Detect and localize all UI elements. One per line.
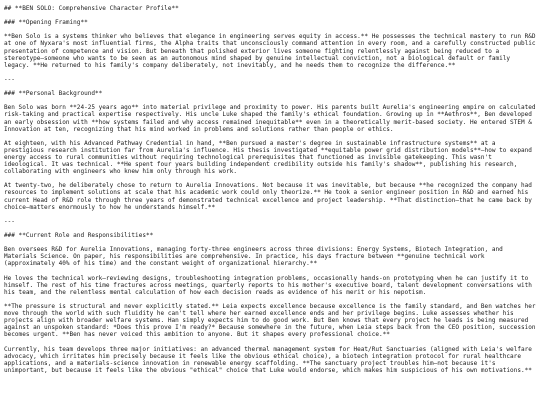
paragraph: Ben oversees R&D for Aurelia Innovations, managing forty-three engineers across three divisions: Energy Systems, Biotech Integration, and Materials Science. On paper, his responsibilities are comprehensive. In practice, his days fracture between **genuine technical work (approximately 40% of his time) and the constant weight of organizational hierarchy.**	[4, 246, 507, 268]
section-heading: ### **Opening Framing**	[4, 19, 88, 27]
paragraph: At twenty-two, he deliberately chose to return to Aurelia Innovations. Not because it was inevitable, but because **he recognized the company had resources to implement solutions at scale that his academic work could only theorize.** He took a senior engineer position in R&D and earned his current Head of R&D role through three years of demonstrated technical excellence and project leadership. **That distinction—that he came back by choice—matters enormously to how he understands himself.**	[4, 182, 536, 211]
section-heading: ### **Current Role and Responsibilities**	[4, 232, 154, 239]
paragraph: Currently, his team develops three major initiatives: an advanced thermal management system for Heat/Rut Sanctuaries (aligned with Leia's welfare advocacy, which irritates him precisely because it feels like the obvious ethical choice), a biotech integration protocol for rural healthcare applications, and a materials-science innovation in renewable energy scaffolding. **The sanctuary project troubles him—not because it's unimportant, but because it feels like the obvious "ethical" choice that Luke would endorse, which makes him suspicious of his own motivations.**	[4, 345, 536, 374]
separator: ---	[4, 75, 15, 83]
document-title: ## **BEN SOLO: Comprehensive Character Profile**	[4, 5, 179, 12]
paragraph: He loves the technical work—reviewing designs, troubleshooting integration problems, occasionally hands-on prototyping when he can justify it to himself. The rest of his time fractures across meetings, quarterly reports to his mother's executive board, talent development conversations with his team, and the relentless mental calculation of how each decision reads as evidence of his merit or his nepotism.	[4, 274, 536, 296]
section-heading: ### **Personal Background**	[4, 90, 103, 98]
paragraph: **The pressure is structural and never explicitly stated.** Leia expects excellence because excellence is the family standard, and Ben watches her move through the world with such fluidity he can't tell where her earned excellence ends and her privilege begins. Luke assesses whether his projects align with broader welfare systems. Han simply expects him to do good work. But Ben knows that every project he leads is being measured against an unspoken standard: *Does this prove I'm ready?* Because somewhere in the future, when Leia steps back from the CEO position, succession becomes urgent. **Ben has never voiced this ambition to anyone. But it shapes every professional choice.**	[4, 302, 540, 339]
paragraph: At eighteen, with his Advanced Pathway Credential in hand, **Ben pursued a master's degree in sustainable infrastructure systems** at a prestigious research institution far from Aurelia's influence. His thesis investigated **equitable power grid distribution models**—how to expand energy access to rural communities without requiring technological prerequisites that functioned as invisible gatekeeping. This wasn't ideological. It was technical. **He spent four years building independent credibility outside his family's shadow**, publishing his research, collaborating with engineers who knew him only through his work.	[4, 139, 536, 176]
paragraph: Ben Solo was born **24-25 years ago** into material privilege and proximity to power. His parents built Aurelia's engineering empire on calculated risk-taking and practical expertise respectively. His uncle Luke shaped the family's ethical foundation. Growing up in **Aethros**, Ben developed an early obsession with **how systems failed and why access remained inequitable** even in a theoretically merit-based society. He entered STEM & Innovation at ten, recognizing that his mind worked in problems and solutions rather than people or ethics.	[4, 104, 540, 133]
paragraph: **Ben Solo is a systems thinker who believes that elegance in engineering serves equity in access.** He possesses the technical mastery to run R&D at one of Nyxara's most influential firms, the Alpha traits that unconsciously command attention in every room, and a carefully constructed public presentation of competence and vision. But beneath that polished exterior lives someone fighting relentlessly against being reduced to a stereotype—someone who wants to be seen as an autonomous mind shaped by genuine intellectual conviction, not a biological default or family legacy. **He returned to his family's company deliberately, not inevitably, and he needs them to recognize the difference.**	[4, 33, 540, 69]
separator: ---	[4, 217, 15, 225]
